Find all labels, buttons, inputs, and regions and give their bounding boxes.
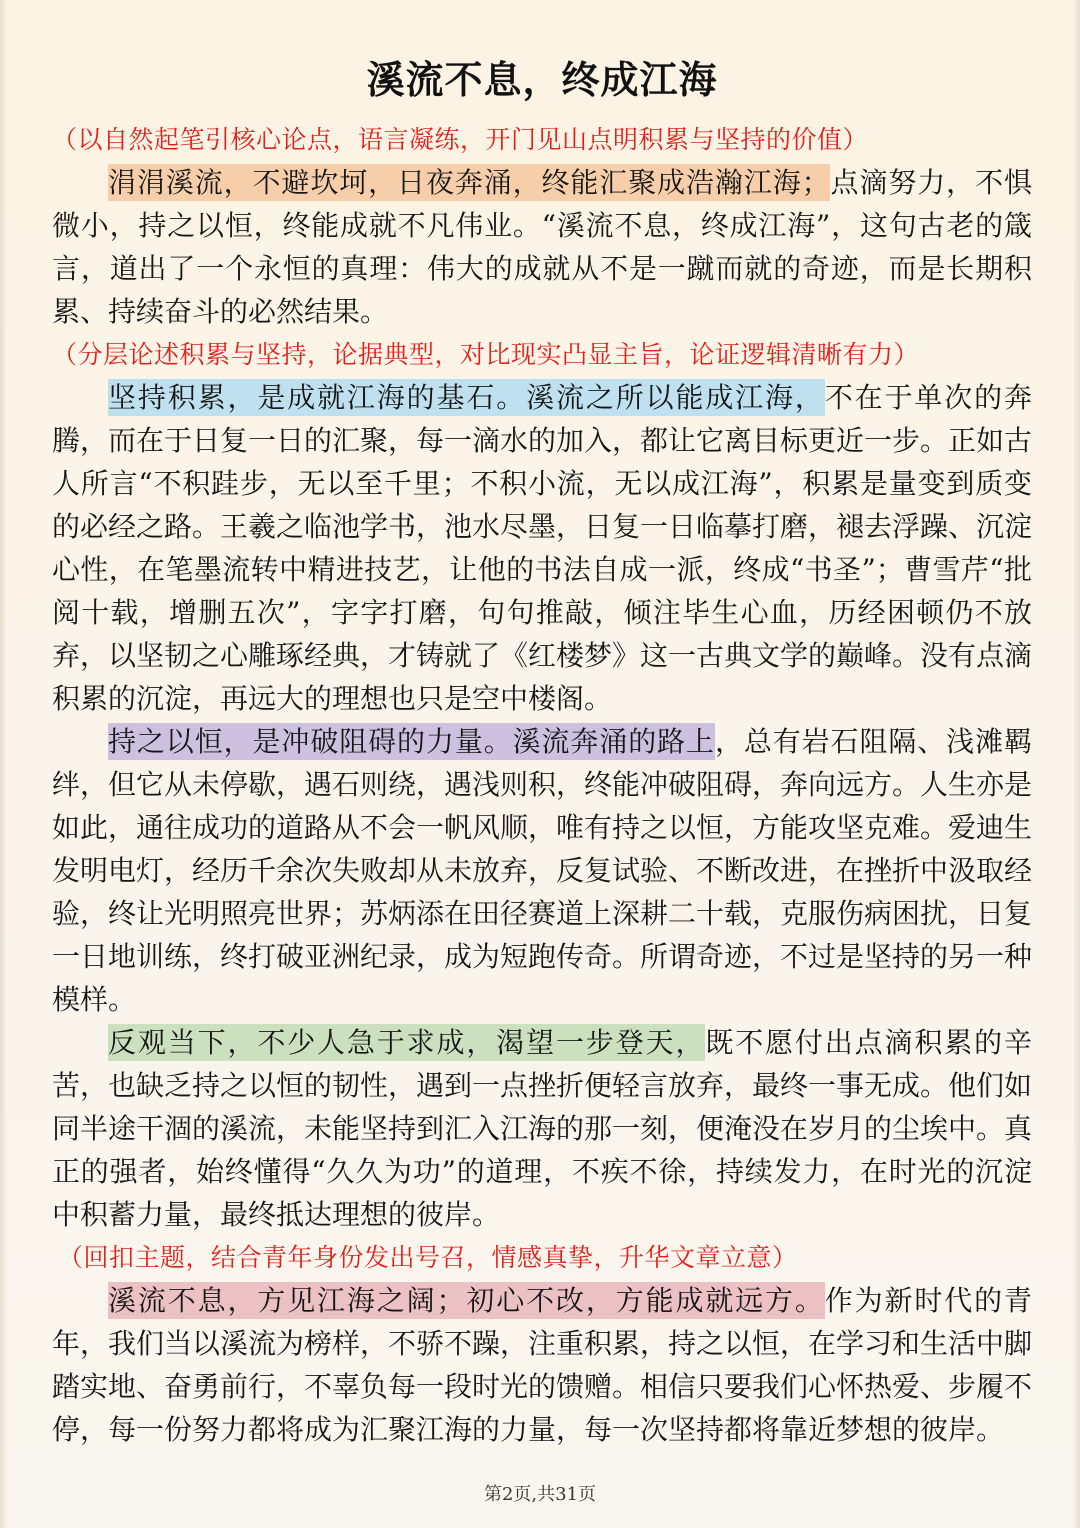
- paragraph-accumulation-text: 不在于单次的奔腾，而在于日复一日的汇聚，每一滴水的加入，都让它离目标更近一步。正如古人所言“不积跬步，无以至千里；不积小流，无以成江海”，积累是量变到质变的必经之路。王羲之临池学书，池水尽墨，日复一日临摹打磨，褪去浮躁、沉淀心性，在笔墨流转中精进技艺，让他的书法自成一派，终成“书圣”；曹雪芹“批阅十载，增删五次”，字字打磨，句句推敲，倾注毕生心血，历经困顿仍不放弃，以坚韧之心雕琢经典，才铸就了《红楼梦》这一古典文学的巅峰。没有点滴积累的沉淀，再远大的理想也只是空中楼阁。: [52, 381, 1033, 715]
- essay-content: [52, 52, 1032, 1451]
- paragraph-intro-text: 点滴努力，不惧微小，持之以恒，终能成就不凡伟业。“溪流不息，终成江海”，这句古老的箴言，道出了一个永恒的真理：伟大的成就从不是一蹴而就的奇迹，而是长期积累、持续奋斗的必然结果。: [52, 166, 1032, 328]
- page-edge-right: [1074, 0, 1080, 1528]
- paragraph-contrast-text: 既不愿付出点滴积累的辛苦，也缺乏持之以恒的韧性，遇到一点挫折便轻言放弃，最终一事无成。他们如同半途干涸的溪流，未能坚持到汇入江海的那一刻，便淹没在岁月的尘埃中。真正的强者，始终懂得“久久为功”的道理，不疾不徐，持续发力，在时光的沉淀中积蓄力量，最终抵达理想的彼岸。: [52, 1026, 1033, 1231]
- highlight-ending: 溪流不息，方见江海之阔；初心不改，方能成就远方。: [108, 1284, 825, 1317]
- paragraph-perseverance: [52, 720, 1032, 1021]
- annotation-ending: （回扣主题，结合青年身份发出号召，情感真挚，升华文章立意）: [58, 1243, 798, 1272]
- essay-title: 溪流不息，终成江海: [366, 57, 718, 102]
- annotation-intro: （以自然起笔引核心论点，语言凝练，开门见山点明积累与坚持的价值）: [52, 125, 869, 154]
- highlight-intro: 涓涓溪流，不避坎坷，日夜奔涌，终能汇聚成浩瀚江海；: [108, 166, 830, 199]
- annotation-body: （分层论述积累与坚持，论据典型，对比现实凸显主旨，论证逻辑清晰有力）: [52, 340, 920, 369]
- paragraph-intro: [52, 161, 1032, 333]
- paragraph-contrast: [52, 1021, 1032, 1236]
- paragraph-ending: [52, 1279, 1032, 1451]
- paragraph-accumulation: [52, 376, 1032, 720]
- paragraph-ending-text: 作为新时代的青年，我们当以溪流为榜样，不骄不躁，注重积累，持之以恒，在学习和生活中脚踏实地、奋勇前行，不辜负每一段时光的馈赠。相信只要我们心怀热爱、步履不停，每一份努力都将成为汇聚江海的力量，每一次坚持都将靠近梦想的彼岸。: [52, 1284, 1033, 1446]
- page-edge-left: [0, 0, 6, 1528]
- page-number: 第2页,共31页: [483, 1484, 597, 1505]
- highlight-perseverance: 持之以恒，是冲破阻碍的力量。溪流奔涌的路上: [108, 725, 715, 758]
- highlight-contrast: 反观当下，不少人急于求成，渴望一步登天，: [108, 1026, 706, 1059]
- highlight-accumulation: 坚持积累，是成就江海的基石。溪流之所以能成江海，: [108, 381, 825, 414]
- paragraph-perseverance-text: ，总有岩石阻隔、浅滩羁绊，但它从未停歇，遇石则绕，遇浅则积，终能冲破阻碍，奔向远方。人生亦是如此，通往成功的道路从不会一帆风顺，唯有持之以恒，方能攻坚克难。爱迪生发明电灯，经历千余次失败却从未放弃，反复试验、不断改进，在挫折中汲取经验，终让光明照亮世界；苏炳添在田径赛道上深耕二十载，克服伤病困扰，日复一日地训练，终打破亚洲纪录，成为短跑传奇。所谓奇迹，不过是坚持的另一种模样。: [52, 725, 1033, 1016]
